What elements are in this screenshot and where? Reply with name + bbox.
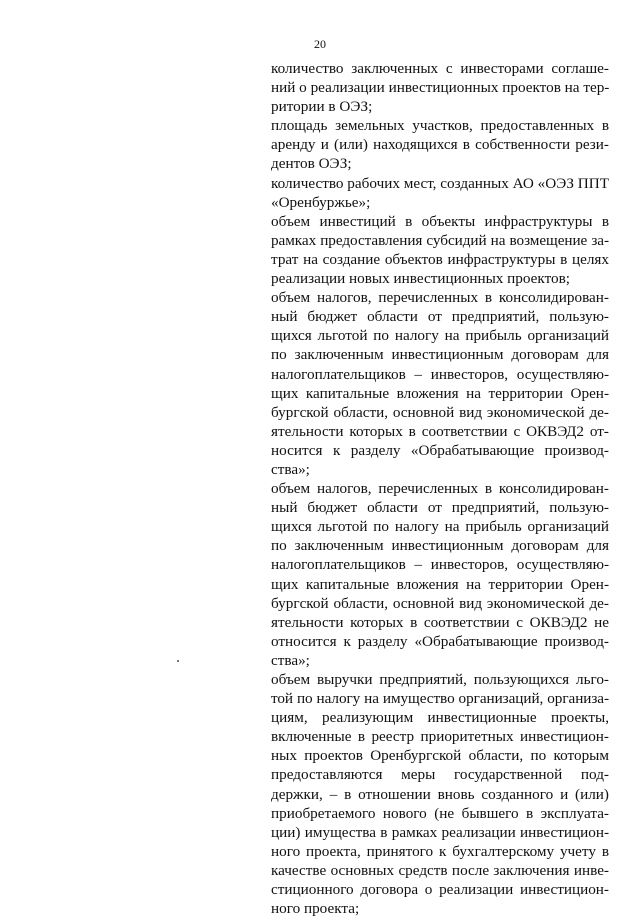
text-line: предоставляются меры государственной под- <box>271 766 609 784</box>
text-line: щихся льготой по налогу на прибыль организаций <box>271 327 609 345</box>
list-item <box>271 59 609 116</box>
text-line: реализации новых инвестиционных проектов; <box>271 270 571 288</box>
text-line: ных проектов Оренбургской области, по которым <box>271 747 609 765</box>
text-line: аренду и (или) находящихся в собственности рези- <box>271 136 609 154</box>
list-item <box>271 174 609 212</box>
text-line: носится к разделу «Обрабатывающие производ- <box>271 441 609 459</box>
list-item <box>271 212 609 288</box>
text-line: приобретаемого нового (не бывшего в эксплуата- <box>271 804 609 822</box>
text-line: количество рабочих мест, созданных АО «ОЭЗ ППТ <box>271 174 610 192</box>
list-item <box>271 670 609 918</box>
text-line: той по налогу на имущество организаций, организа- <box>271 690 609 708</box>
text-line: ний о реализации инвестиционных проектов на тер- <box>271 79 610 97</box>
text-line: щих капитальные вложения на территории Орен- <box>271 575 609 593</box>
text-line: ции) имущества в рамках реализации инвестицион- <box>271 823 609 841</box>
document-body <box>271 59 609 918</box>
text-line: включенные в реестр приоритетных инвестицион- <box>271 728 609 746</box>
text-line: держки, – в отношении вновь созданного и (или) <box>271 785 609 803</box>
page-number: 20 <box>314 37 326 51</box>
text-line: трат на создание объектов инфраструктуры в целях <box>271 250 609 268</box>
text-line: по заключенным инвестиционным договорам для <box>271 346 609 364</box>
text-line: бургской области, основной вид экономической де- <box>271 594 609 612</box>
list-item <box>271 479 609 670</box>
text-line: объем налогов, перечисленных в консолидирован- <box>271 480 609 498</box>
text-line: налогоплательщиков – инвесторов, осуществляю- <box>271 365 609 383</box>
text-line: ный бюджет области от предприятий, пользую- <box>271 308 609 326</box>
text-line: ный бюджет области от предприятий, пользую- <box>271 499 609 517</box>
text-line: ятельности которых в соответствии с ОКВЭД2 от- <box>271 422 609 440</box>
text-line: щихся льготой по налогу на прибыль организаций <box>271 518 609 536</box>
text-line: ства»; <box>271 651 310 669</box>
text-line: качестве основных средств после заключения инве- <box>271 861 609 879</box>
text-line: бургской области, основной вид экономической де- <box>271 403 609 421</box>
list-item <box>271 288 609 479</box>
text-line: «Оренбуржье»; <box>271 193 371 211</box>
text-line: ного проекта; <box>271 900 360 918</box>
text-line: объем налогов, перечисленных в консолидирован- <box>271 289 609 307</box>
text-line: по заключенным инвестиционным договорам для <box>271 537 609 555</box>
text-line: площадь земельных участков, предоставленных в <box>271 117 609 135</box>
text-line: стиционного договора о реализации инвестицион- <box>271 881 609 899</box>
text-line: объем выручки предприятий, пользующихся льго- <box>271 671 609 688</box>
text-line: дентов ОЭЗ; <box>271 155 352 173</box>
text-line: ного проекта, принятого к бухгалтерскому учету в <box>271 842 609 860</box>
text-line: щих капитальные вложения на территории Орен- <box>271 384 609 402</box>
text-line: объем инвестиций в объекты инфраструктуры в <box>271 212 609 230</box>
text-line: ритории в ОЭЗ; <box>271 98 373 116</box>
scan-speck <box>177 660 179 662</box>
text-line: налогоплательщиков – инвесторов, осуществляю- <box>271 556 609 574</box>
text-line: ства»; <box>271 460 310 478</box>
text-line: количество заключенных с инвесторами соглаше- <box>271 60 609 77</box>
text-line: циям, реализующим инвестиционные проекты, <box>271 709 609 727</box>
text-line: ятельности которых в соответствии с ОКВЭД2 не <box>271 613 609 631</box>
list-item <box>271 116 609 173</box>
text-line: рамках предоставления субсидий на возмещение за- <box>271 231 609 249</box>
text-line: относится к разделу «Обрабатывающие производ- <box>271 632 609 650</box>
